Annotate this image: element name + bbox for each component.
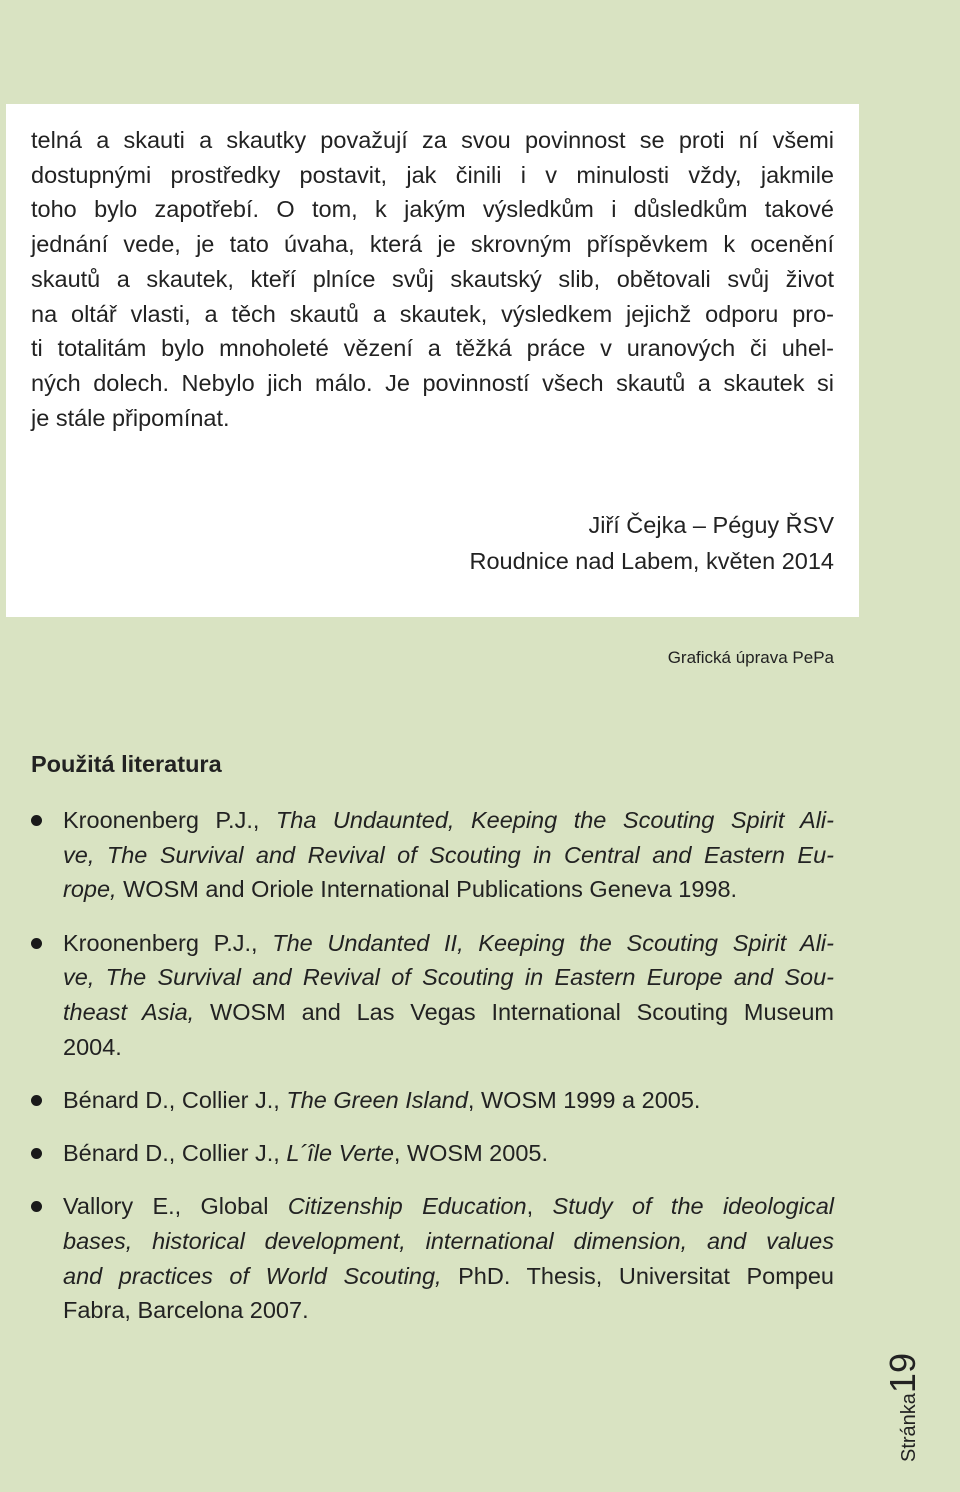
- italic-title: bases, historical development, international dimension, and values: [63, 1228, 834, 1255]
- italic-title: L´île Verte: [286, 1140, 394, 1167]
- italic-title: ve, The Survival and Revival of Scouting in Eastern Europe and Sou-: [63, 964, 834, 991]
- reference-text: Bénard D., Collier J.,: [63, 1086, 287, 1113]
- italic-title: The Undanted II, Keeping the Scouting Spirit Ali-: [272, 929, 834, 956]
- reference-text: , WOSM 2005.: [393, 1140, 548, 1167]
- literature-line: [63, 803, 834, 838]
- literature-line: [63, 872, 834, 907]
- literature-line: [63, 1136, 834, 1171]
- italic-title: Citizenship Education: [287, 1193, 527, 1220]
- author-name: Jiří Čejka – Péguy ŘSV: [588, 512, 834, 538]
- body-line: ti totalitám bylo mnoholeté vězení a těžká práce v uranových či uhel-: [31, 335, 834, 362]
- literature-list: [31, 803, 834, 1347]
- literature-line: [63, 926, 834, 961]
- body-line: jednání vede, je tato úvaha, která je skrovným příspěvkem k ocenění: [31, 231, 834, 258]
- body-line: toho bylo zapotřebí. O tom, k jakým výsledkům i důsledkům takové: [31, 196, 834, 223]
- reference-text: Bénard D., Collier J.,: [63, 1140, 287, 1167]
- italic-title: Study of the ideological: [552, 1193, 835, 1220]
- body-line: telná a skauti a skautky považují za svou povinnost se proti ní všemi: [31, 127, 834, 153]
- place-date: Roudnice nad Labem, květen 2014: [469, 548, 834, 574]
- body-line: skautů a skautek, kteří plníce svůj skautský slib, obětovali svůj život: [31, 265, 834, 292]
- body-line: ných dolech. Nebylo jich málo. Je povinností všech skautů a skautek si: [31, 369, 834, 396]
- graphic-design-credit: Grafická úprava PePa: [667, 648, 834, 667]
- literature-line: [63, 1083, 834, 1118]
- literature-line: [63, 1189, 834, 1224]
- literature-line: [63, 960, 834, 995]
- reference-text: Fabra, Barcelona 2007.: [63, 1297, 309, 1324]
- signature-block: [469, 507, 834, 579]
- literature-item: [31, 803, 834, 907]
- literature-line: [63, 1224, 834, 1259]
- italic-title: theast Asia,: [63, 999, 195, 1026]
- body-line: na oltář vlasti, a těch skautů a skautek, výsledkem jejichž odporu pro-: [31, 300, 834, 327]
- italic-title: rope,: [63, 876, 117, 903]
- literature-line: [63, 1259, 834, 1294]
- page-label: Stránka: [898, 1393, 920, 1462]
- body-paragraph: [31, 123, 834, 435]
- literature-item: [31, 1189, 834, 1328]
- reference-text: Kroonenberg P.J.,: [63, 929, 273, 956]
- reference-text: PhD. Thesis, Universitat Pompeu: [441, 1262, 834, 1289]
- reference-text: Kroonenberg P.J.,: [63, 807, 276, 833]
- page-number-block: [882, 1353, 924, 1462]
- literature-line: [63, 838, 834, 873]
- literature-line: [63, 995, 834, 1030]
- reference-text: WOSM and Oriole International Publications Geneva 1998.: [116, 876, 738, 903]
- reference-text: WOSM and Las Vegas International Scouting Museum: [194, 999, 834, 1026]
- reference-text: 2004.: [63, 1033, 122, 1060]
- italic-title: The Green Island: [286, 1086, 468, 1113]
- literature-item: [31, 1083, 834, 1118]
- literature-line: [63, 1030, 834, 1065]
- reference-text: , WOSM 1999 a 2005.: [467, 1086, 701, 1113]
- body-line: je stále připomínat.: [31, 404, 230, 431]
- literature-heading: Použitá literatura: [31, 751, 222, 777]
- reference-text: Vallory E., Global: [63, 1193, 288, 1220]
- italic-title: and practices of World Scouting,: [63, 1262, 442, 1289]
- literature-item: [31, 1136, 834, 1171]
- page-number: 19: [882, 1353, 923, 1394]
- reference-text: ,: [526, 1193, 553, 1220]
- body-line: dostupnými prostředky postavit, jak činili i v minulosti vždy, jakmile: [31, 161, 834, 188]
- literature-item: [31, 926, 834, 1065]
- italic-title: Tha Undaunted, Keeping the Scouting Spirit Ali-: [275, 807, 834, 833]
- literature-line: [63, 1293, 834, 1328]
- italic-title: ve, The Survival and Revival of Scouting in Central and Eastern Eu-: [63, 841, 834, 868]
